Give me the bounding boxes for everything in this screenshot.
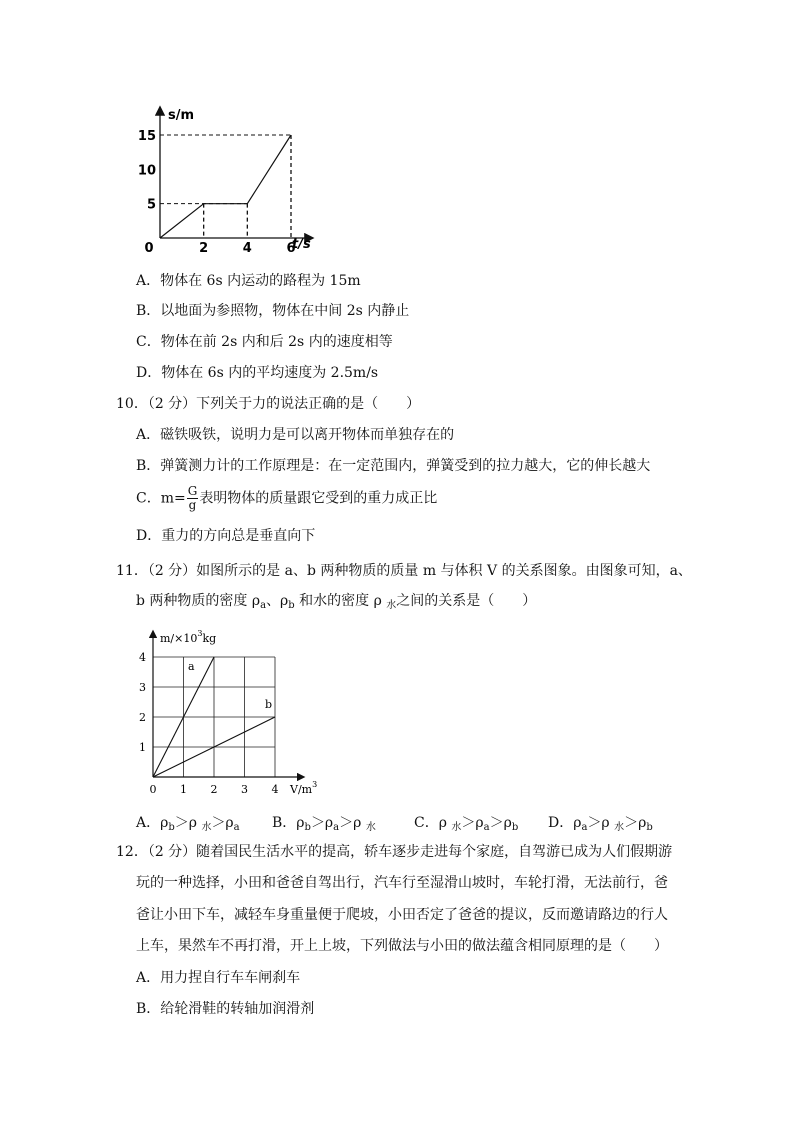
mv-x-label: $V/m^3$ <box>290 780 318 796</box>
mv-y-tick-label: 1 <box>139 741 146 754</box>
q11-option-a: A．$\rho_b>\rho$ $_水>\rho_a$ <box>136 815 240 833</box>
subscript: a <box>260 600 267 611</box>
series-a-label: a <box>188 660 195 673</box>
q9-option-c: C．物体在前 2s 内和后 2s 内的速度相等 <box>136 334 393 350</box>
mv-y-label: $m/\times 10^3kg$ <box>160 629 217 645</box>
series-b-label: b <box>265 698 273 711</box>
mv-y-tick-label: 2 <box>139 711 146 724</box>
q11-text: b 两种物质的密度 ρ <box>136 593 261 609</box>
mv-x-tick-label: 0 <box>149 783 157 796</box>
st-y-tick-label: 15 <box>137 129 156 144</box>
q9-option-d: D．物体在 6s 内的平均速度为 2.5m/s <box>136 365 379 381</box>
q11-option-c: C．ρ $_水>\rho_a>\rho_b$ <box>414 815 519 833</box>
q11-option-d: D．$\rho_a>\rho$ $_水>\rho_b$ <box>548 815 653 833</box>
fraction-denominator: g <box>188 498 197 512</box>
q12-option-b: B．给轮滑鞋的转轴加润滑剂 <box>136 1001 315 1017</box>
q10-option-c <box>136 485 437 512</box>
q12-stem-line2: 玩的一种选择，小田和爸爸自驾出行，汽车行至湿滑山坡时，车轮打滑，无法前行，爸 <box>136 875 668 891</box>
fraction-numerator: G <box>187 484 198 498</box>
q9-option-b: B．以地面为参照物，物体在中间 2s 内静止 <box>136 303 410 319</box>
q10-option-a: A．磁铁吸铁，说明力是可以离开物体而单独存在的 <box>136 427 455 443</box>
st-series-line <box>160 135 291 238</box>
mv-x-tick-label: 4 <box>271 783 279 796</box>
st-graph <box>137 100 320 260</box>
q12-option-a: A．用力捏自行车车闸刹车 <box>136 970 301 986</box>
st-y-tick-label: 5 <box>146 197 156 213</box>
mv-x-tick-label: 2 <box>210 783 218 796</box>
q12-stem-line4: 上车，果然车不再打滑，开上上坡，下列做法与小田的做法蕴含相同原理的是（ ） <box>136 938 668 954</box>
mv-x-tick-label: 3 <box>241 783 248 796</box>
mv-graph <box>138 622 328 800</box>
q11-stem-line1: 11．（2 分）如图所示的是 a、b 两种物质的质量 m 与体积 V 的关系图象。由图象可知，a、 <box>116 563 692 579</box>
mv-y-tick-label: 3 <box>139 681 146 694</box>
st-y-label: s/m <box>168 108 195 123</box>
mass-fraction <box>187 485 199 512</box>
st-y-tick-label: 10 <box>137 163 156 179</box>
q12-stem-line3: 爸让小田下车，减轻车身重量便于爬坡，小田否定了爸爸的提议，反而邀请路边的行人 <box>136 907 668 923</box>
q10-option-c-prefix: C．m= <box>136 490 186 507</box>
st-x-tick-label: 6 <box>286 241 296 256</box>
subscript: 水 <box>386 600 397 611</box>
mv-y-tick-label: 4 <box>139 651 146 664</box>
q9-option-a: A．物体在 6s 内运动的路程为 15m <box>136 273 361 289</box>
q11-option-b: B．$\rho_b>\rho_a>\rho$ $_水$ <box>272 815 376 833</box>
subscript: b <box>288 600 295 611</box>
st-x-tick-label: 2 <box>199 241 209 256</box>
q10-option-c-suffix: 表明物体的质量跟它受到的重力成正比 <box>199 490 438 507</box>
q10-option-b: B．弹簧测力计的工作原理是：在一定范围内，弹簧受到的拉力越大，它的伸长越大 <box>136 458 651 474</box>
st-x-tick-label: 0 <box>144 241 154 256</box>
st-x-label: t/s <box>292 237 311 252</box>
q11-text: 和水的密度 ρ <box>294 593 387 609</box>
q10-option-d: D．重力的方向总是垂直向下 <box>136 528 316 544</box>
q11-text: 、ρ <box>266 593 289 609</box>
mv-x-tick-label: 1 <box>180 783 187 796</box>
q12-stem-line1: 12．（2 分）随着国民生活水平的提高，轿车逐步走进每个家庭，自驾游已成为人们假期游 <box>116 844 673 860</box>
st-x-tick-label: 4 <box>242 241 252 256</box>
q11-text: 之间的关系是（ ） <box>396 593 537 609</box>
q10-stem: 10．（2 分）下列关于力的说法正确的是（ ） <box>116 396 421 412</box>
q11-stem-line2 <box>136 592 536 615</box>
